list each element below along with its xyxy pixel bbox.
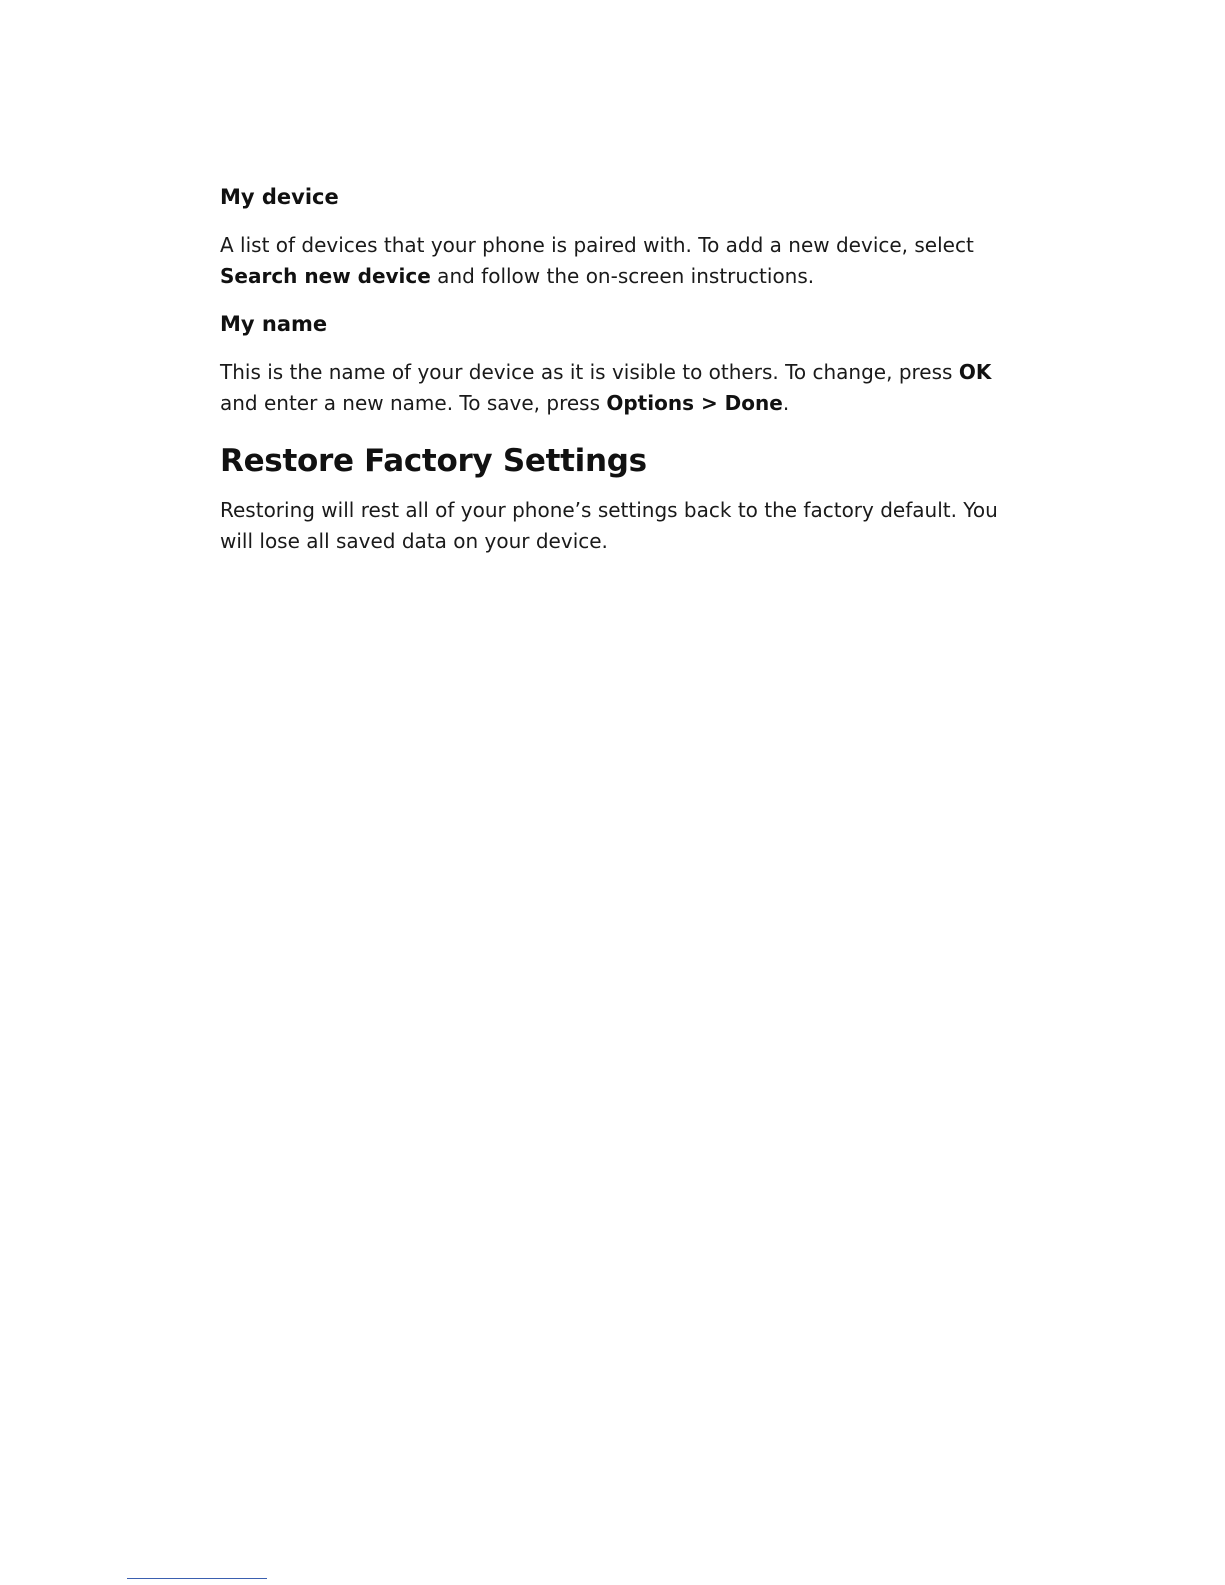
page-content <box>220 180 1010 557</box>
my-name-text-1: This is the name of your device as it is visible to others. To change, press <box>220 360 959 384</box>
restore-factory-settings-heading: Restore Factory Settings <box>220 443 647 479</box>
my-device-heading: My device <box>220 185 339 209</box>
options-done-label: Options > Done <box>606 391 783 415</box>
my-name-heading: My name <box>220 312 328 336</box>
search-new-device-label: Search new device <box>220 264 431 288</box>
my-device-text-1: A list of devices that your phone is paired with. To add a new device, select <box>220 233 974 257</box>
my-name-text-2: and enter a new name. To save, press <box>220 391 607 415</box>
ok-label: OK <box>958 360 992 384</box>
restore-paragraph: Restoring will rest all of your phone’s settings back to the factory default. You will lose all saved data on your device. <box>220 498 998 553</box>
footnote-divider <box>127 1578 267 1579</box>
my-name-paragraph <box>220 357 1010 419</box>
my-device-text-2: and follow the on-screen instructions. <box>430 264 815 288</box>
my-device-paragraph <box>220 230 1010 292</box>
my-name-text-3: . <box>782 391 790 415</box>
